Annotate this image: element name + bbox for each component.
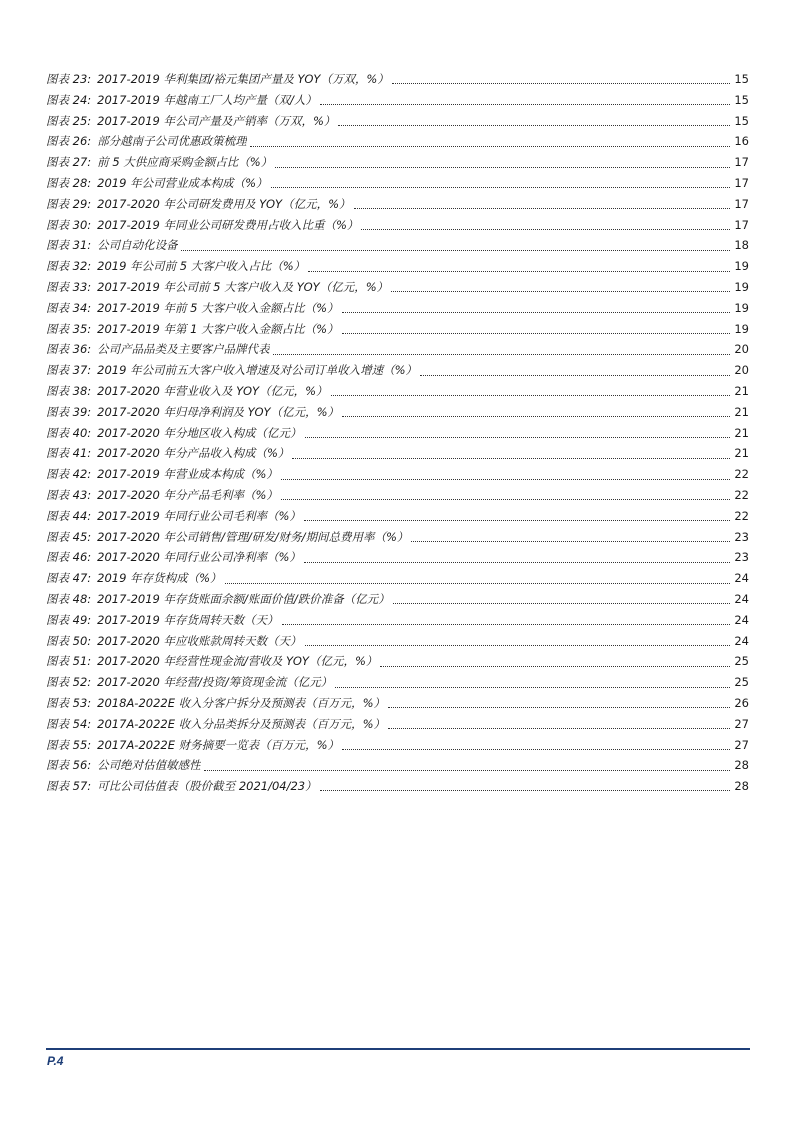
figure-title: 可比公司估值表（股价截至 2021/04/23） [97, 779, 317, 794]
figure-page-number: 25 [734, 675, 749, 690]
figure-label: 图表 32: [46, 259, 92, 274]
figure-title: 2017-2019 年同业公司研发费用占收入比重（%） [97, 217, 359, 232]
figure-page-number: 23 [734, 529, 749, 544]
figure-page-number: 21 [734, 383, 749, 398]
dot-leader [305, 644, 730, 646]
toc-entry[interactable] [46, 589, 749, 610]
figure-label: 图表 54: [46, 716, 92, 731]
figure-page-number: 15 [734, 113, 749, 128]
figure-label: 图表 30: [46, 217, 92, 232]
figure-page-number: 27 [734, 716, 749, 731]
figure-label: 图表 38: [46, 383, 92, 398]
toc-entry[interactable] [46, 506, 749, 527]
dot-leader [225, 582, 730, 584]
figure-title: 2017-2019 年营业成本构成（%） [97, 467, 278, 482]
figure-title: 2018A-2022E 收入分客户拆分及预测表（百万元，%） [97, 695, 386, 710]
figure-label: 图表 36: [46, 342, 92, 357]
figure-title: 2017-2019 年前 5 大客户收入金额占比（%） [97, 300, 339, 315]
figure-page-number: 20 [734, 342, 749, 357]
toc-entry[interactable] [46, 194, 749, 215]
figure-page-number: 28 [734, 779, 749, 794]
toc-entry[interactable] [46, 298, 749, 319]
figure-title: 2017-2019 年公司产量及产销率（万双，%） [97, 113, 336, 128]
figure-title: 2019 年存货构成（%） [97, 571, 222, 586]
figure-label: 图表 23: [46, 72, 92, 86]
dot-leader [342, 748, 730, 750]
figure-label: 图表 33: [46, 279, 92, 294]
figure-page-number: 24 [734, 571, 749, 586]
figure-title: 2017-2020 年分产品收入构成（%） [97, 446, 290, 461]
figure-page-number: 19 [734, 259, 749, 274]
figure-label: 图表 48: [46, 591, 92, 606]
dot-leader [273, 353, 730, 355]
figure-title: 2017-2019 年越南工厂人均产量（双/人） [97, 92, 317, 107]
figure-label: 图表 42: [46, 467, 92, 482]
figure-label: 图表 55: [46, 737, 92, 752]
figure-title: 2017-2020 年分地区收入构成（亿元） [97, 425, 302, 440]
figure-title: 2017-2020 年分产品毛利率（%） [97, 487, 278, 502]
figure-label: 图表 27: [46, 155, 92, 170]
dot-leader [320, 789, 730, 791]
figure-label: 图表 34: [46, 300, 92, 315]
page-number: P.4 [47, 1054, 64, 1068]
dot-leader [354, 207, 731, 209]
figure-page-number: 23 [734, 550, 749, 565]
figure-label: 图表 40: [46, 425, 92, 440]
figure-page-number: 15 [734, 92, 749, 107]
dot-leader [308, 270, 730, 272]
figure-title: 2017A-2022E 收入分品类拆分及预测表（百万元，%） [97, 716, 386, 731]
dot-leader [388, 706, 730, 708]
toc-entry[interactable] [46, 277, 749, 298]
figure-title: 2017-2019 年存货账面余额/账面价值/跌价准备（亿元） [97, 591, 390, 606]
figure-title: 2017-2020 年营业收入及 YOY（亿元，%） [97, 383, 328, 398]
dot-leader [411, 540, 730, 542]
dot-leader [342, 415, 730, 417]
figure-title: 2017-2020 年经营/投资/筹资现金流（亿元） [97, 675, 333, 690]
figure-label: 图表 51: [46, 654, 92, 669]
figure-page-number: 25 [734, 654, 749, 669]
toc-entry[interactable] [46, 735, 749, 756]
figure-label: 图表 47: [46, 571, 92, 586]
figure-page-number: 24 [734, 633, 749, 648]
figure-label: 图表 24: [46, 92, 92, 107]
dot-leader [392, 82, 730, 84]
figure-label: 图表 43: [46, 487, 92, 502]
figure-page-number: 21 [734, 446, 749, 461]
figure-page-number: 22 [734, 467, 749, 482]
figure-page-number: 21 [734, 404, 749, 419]
toc-entry[interactable] [46, 111, 749, 132]
dot-leader [281, 498, 730, 500]
figure-title: 2017-2019 年同行业公司毛利率（%） [97, 508, 301, 523]
dot-leader [275, 166, 730, 168]
figure-page-number: 19 [734, 279, 749, 294]
figure-label: 图表 39: [46, 404, 92, 419]
footer-divider [46, 1048, 750, 1050]
figure-label: 图表 41: [46, 446, 92, 461]
toc-entry[interactable] [46, 693, 749, 714]
figure-title: 2017-2019 年第 1 大客户收入金额占比（%） [97, 321, 339, 336]
dot-leader [304, 561, 730, 563]
figure-page-number: 18 [734, 238, 749, 253]
figure-title: 2019 年公司前 5 大客户收入占比（%） [97, 259, 306, 274]
figure-title: 2017-2020 年公司研发费用及 YOY（亿元，%） [97, 196, 351, 211]
figure-page-number: 17 [734, 196, 749, 211]
figure-page-number: 17 [734, 155, 749, 170]
toc-entry[interactable] [46, 610, 749, 631]
figure-label: 图表 57: [46, 779, 92, 794]
toc-entry[interactable] [46, 714, 749, 735]
dot-leader [282, 623, 730, 625]
toc-entry[interactable] [46, 152, 749, 173]
figure-title: 2019 年公司营业成本构成（%） [97, 175, 268, 190]
dot-leader [250, 145, 730, 147]
dot-leader [320, 103, 730, 105]
dot-leader [181, 249, 730, 251]
toc-entry[interactable] [46, 651, 749, 672]
dot-leader [391, 290, 730, 292]
figure-page-number: 22 [734, 508, 749, 523]
toc-entry[interactable] [46, 485, 749, 506]
dot-leader [292, 457, 730, 459]
figure-page-number: 19 [734, 321, 749, 336]
figure-title: 2017-2020 年同行业公司净利率（%） [97, 550, 301, 565]
dot-leader [271, 186, 730, 188]
figure-title: 公司自动化设备 [97, 238, 178, 253]
dot-leader [305, 436, 730, 438]
dot-leader [331, 394, 731, 396]
figure-label: 图表 29: [46, 196, 92, 211]
figure-page-number: 19 [734, 300, 749, 315]
dot-leader [361, 228, 730, 230]
figure-label: 图表 56: [46, 758, 92, 773]
dot-leader [420, 374, 730, 376]
toc-entry[interactable] [46, 90, 749, 111]
figure-title: 部分越南子公司优惠政策梳理 [97, 134, 247, 149]
dot-leader [281, 478, 730, 480]
toc-entry[interactable] [46, 755, 749, 776]
figure-page-number: 28 [734, 758, 749, 773]
toc-entry[interactable] [46, 547, 749, 568]
figure-page-number: 24 [734, 612, 749, 627]
dot-leader [204, 769, 730, 771]
dot-leader [338, 124, 730, 126]
toc-entry[interactable] [46, 215, 749, 236]
toc-entry[interactable] [46, 631, 749, 652]
figure-label: 图表 26: [46, 134, 92, 149]
figure-page-number: 15 [734, 72, 749, 86]
figure-title: 公司产品品类及主要客户品牌代表 [97, 342, 270, 357]
figure-page-number: 27 [734, 737, 749, 752]
toc-entry[interactable] [46, 568, 749, 589]
figure-label: 图表 45: [46, 529, 92, 544]
figure-title: 公司绝对估值敏感性 [97, 758, 201, 773]
figure-label: 图表 35: [46, 321, 92, 336]
figure-label: 图表 46: [46, 550, 92, 565]
dot-leader [388, 727, 730, 729]
toc-entry[interactable] [46, 69, 749, 90]
toc-entry[interactable] [46, 776, 749, 797]
figure-title: 2017-2020 年经营性现金流/营收及 YOY（亿元，%） [97, 654, 378, 669]
figure-title: 2017A-2022E 财务摘要一览表（百万元，%） [97, 737, 340, 752]
figure-label: 图表 44: [46, 508, 92, 523]
figure-label: 图表 53: [46, 695, 92, 710]
figure-label: 图表 52: [46, 675, 92, 690]
figure-page-number: 17 [734, 217, 749, 232]
toc-entry[interactable] [46, 402, 749, 423]
toc-entry[interactable] [46, 173, 749, 194]
toc-entry[interactable] [46, 131, 749, 152]
figure-title: 2017-2020 年应收账款周转天数（天） [97, 633, 302, 648]
dot-leader [342, 311, 730, 313]
figure-label: 图表 49: [46, 612, 92, 627]
figure-label: 图表 25: [46, 113, 92, 128]
figure-page-number: 16 [734, 134, 749, 149]
figure-title: 2019 年公司前五大客户收入增速及对公司订单收入增速（%） [97, 363, 418, 378]
toc-entry[interactable] [46, 423, 749, 444]
toc-entry[interactable] [46, 339, 749, 360]
toc-entry[interactable] [46, 235, 749, 256]
dot-leader [380, 665, 730, 667]
toc-entry[interactable] [46, 360, 749, 381]
dot-leader [304, 519, 730, 521]
figure-page-number: 26 [734, 695, 749, 710]
toc-entry[interactable] [46, 443, 749, 464]
figure-label: 图表 50: [46, 633, 92, 648]
figure-page-number: 17 [734, 175, 749, 190]
figure-title: 2017-2020 年归母净利润及 YOY（亿元，%） [97, 404, 339, 419]
dot-leader [335, 686, 730, 688]
figure-label: 图表 37: [46, 363, 92, 378]
figure-page-number: 20 [734, 363, 749, 378]
figure-page-number: 22 [734, 487, 749, 502]
toc-entry[interactable] [46, 381, 749, 402]
dot-leader [342, 332, 730, 334]
toc-entry[interactable] [46, 464, 749, 485]
figure-title: 2017-2019 年存货周转天数（天） [97, 612, 279, 627]
table-of-figures [46, 69, 749, 797]
figure-title: 前 5 大供应商采购金额占比（%） [97, 155, 273, 170]
figure-title: 2017-2020 年公司销售/管理/研发/财务/期间总费用率（%） [97, 529, 409, 544]
toc-entry[interactable] [46, 256, 749, 277]
figure-title: 2017-2019 年公司前 5 大客户收入及 YOY（亿元，%） [97, 279, 389, 294]
figure-page-number: 21 [734, 425, 749, 440]
figure-page-number: 24 [734, 591, 749, 606]
figure-title: 2017-2019 华利集团/裕元集团产量及 YOY（万双，%） [97, 72, 389, 86]
figure-label: 图表 31: [46, 238, 92, 253]
toc-entry[interactable] [46, 527, 749, 548]
figure-label: 图表 28: [46, 175, 92, 190]
toc-entry[interactable] [46, 319, 749, 340]
dot-leader [393, 602, 730, 604]
toc-entry[interactable] [46, 672, 749, 693]
